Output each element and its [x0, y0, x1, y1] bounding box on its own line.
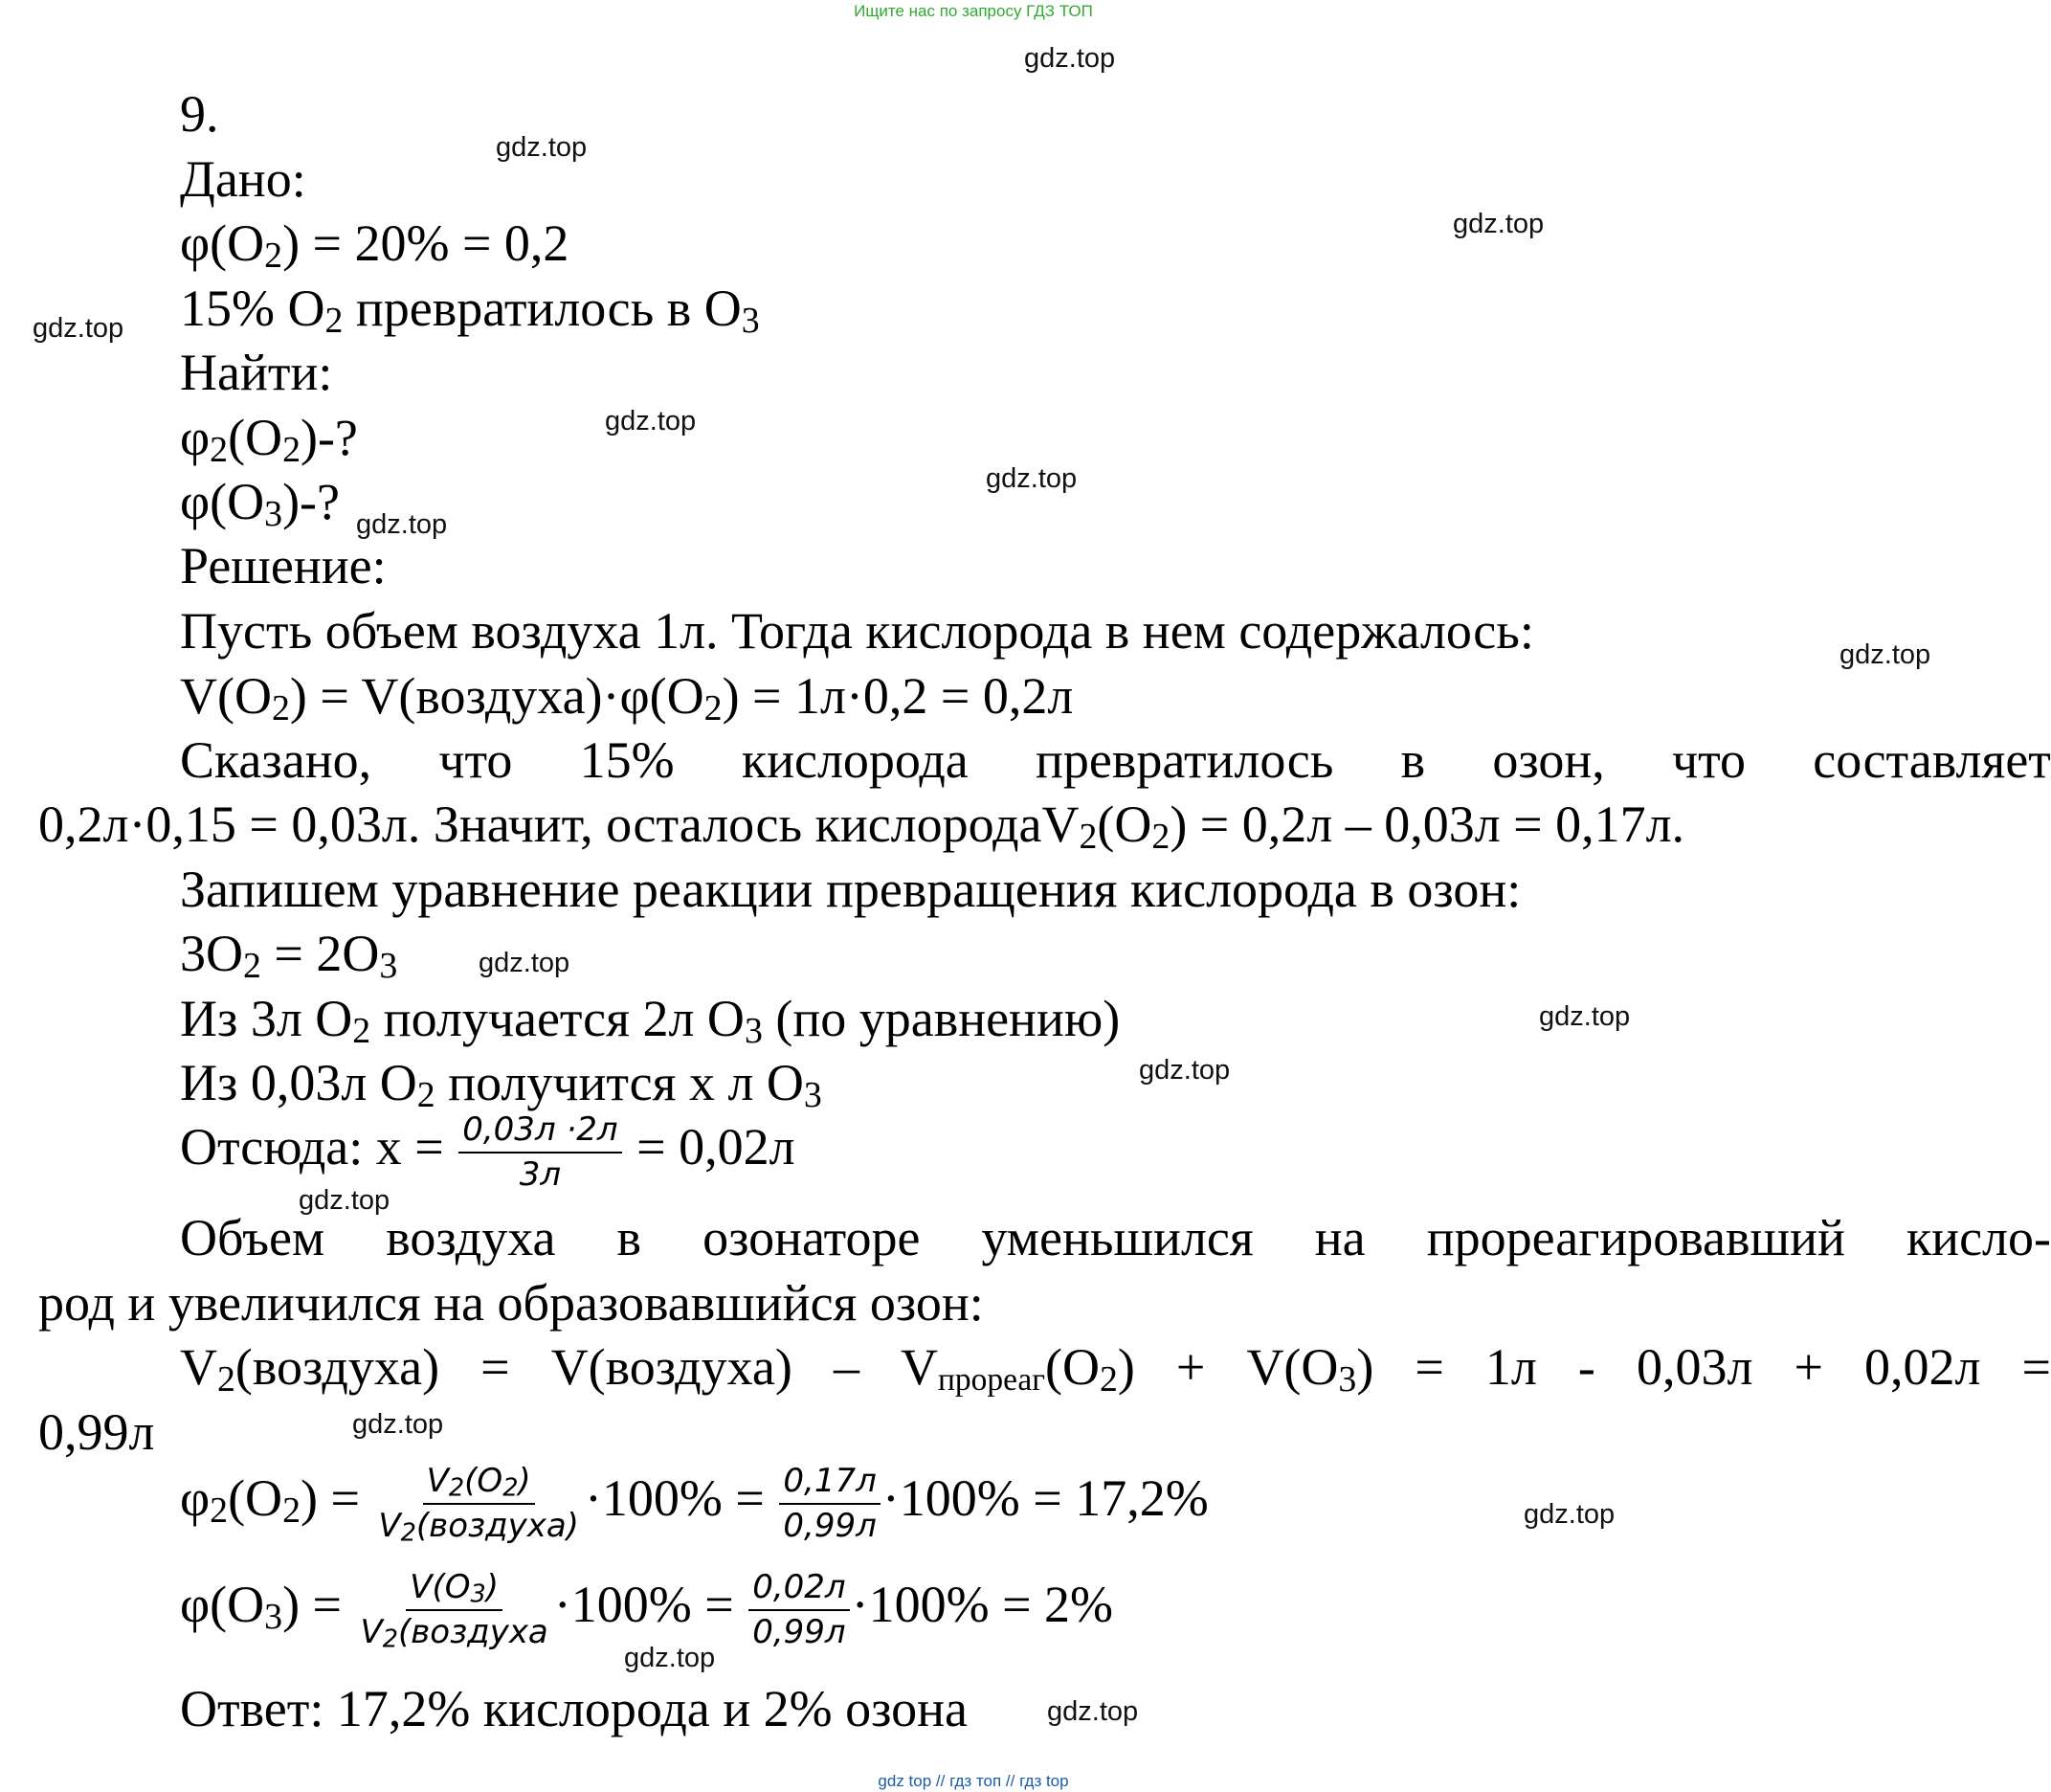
- watermark: gdz.top: [605, 406, 697, 437]
- fraction: $\frac{V(O_3)}{V_2(воздуха}$: [360, 1568, 548, 1654]
- solution-label: Решение:: [180, 537, 387, 594]
- find-ozone: $\varphi(O_3)-$?: [180, 473, 340, 534]
- watermark: gdz.top: [1139, 1055, 1231, 1086]
- footer-links[interactable]: gdz top // гдз топ // гдз top: [878, 1772, 1069, 1790]
- watermark: gdz.top: [299, 1185, 390, 1216]
- conversion-paragraph-line2: 0,2л·0,15 = 0,03л. Значит, осталось $кислородаV_2(O_2) = 0,2л - 0,03л = 0,17л$.: [38, 795, 1685, 857]
- watermark: gdz.top: [624, 1643, 716, 1673]
- air-volume-line1: $V_2(воздуха)$ = V(воздуха) – $V_{прореаг}(O_2)$ + $V(O_3)$ = 1л - 0,03л + 0,02л =: [180, 1338, 2051, 1400]
- find-label: Найти:: [180, 344, 333, 401]
- proportion-line1: Из 3л $O_2$ получается 2л $O_3$ (по уравнению): [180, 990, 1121, 1051]
- watermark: gdz.top: [496, 132, 588, 163]
- watermark: gdz.top: [1024, 43, 1116, 74]
- ozone-fraction-formula: $\varphi(O_3)$ = $\frac{V(O_3)}{V_2(воздуха}$ ·100% = $\frac{0,02л}{0,99л}$ ·100% = 2%: [180, 1568, 1114, 1654]
- fraction: $\frac{V_2(O_2)}{V_2(воздуха)}$: [378, 1462, 579, 1548]
- header-search-hint[interactable]: Ищите нас по запросу ГДЗ ТОП: [854, 2, 1093, 20]
- solution-intro: Пусть объем воздуха 1л. Тогда кислорода в нем содержалось:: [180, 602, 1534, 660]
- volume-paragraph-line1: Объем воздуха в озонаторе уменьшился на прореагировавший кисло-: [180, 1209, 2051, 1266]
- watermark: gdz.top: [1524, 1499, 1616, 1530]
- reaction-intro: Запишем уравнение реакции превращения кислорода в озон:: [180, 861, 1522, 918]
- given-oxygen-fraction: $\varphi(O_2) = 20\% = 0,2$: [180, 214, 569, 276]
- fraction: $\frac{0,17л}{0,99л}$: [779, 1462, 880, 1546]
- watermark: gdz.top: [986, 463, 1078, 494]
- fraction: $\frac{0,02л}{0,99л}$: [748, 1568, 849, 1652]
- ozone-calculation: Отсюда: x = $\frac{0,03л \cdot 2л}{3л}$ = 0,02л: [180, 1110, 795, 1194]
- proportion-line2: Из 0,03л $O_2$ получится х л $O_3$: [180, 1054, 822, 1115]
- watermark: gdz.top: [1839, 639, 1931, 670]
- watermark: gdz.top: [356, 509, 448, 540]
- problem-number: 9.: [180, 85, 219, 143]
- given-label: Дано:: [180, 150, 306, 208]
- volume-paragraph-line2: род и увеличился на образовавшийся озон:: [38, 1274, 984, 1332]
- given-conversion: 15% $O_2$ превратилось в $O_3$: [180, 280, 760, 341]
- reaction-equation: $3O_2 = 2O_3$: [180, 925, 398, 986]
- watermark: gdz.top: [1539, 1001, 1631, 1032]
- watermark: gdz.top: [352, 1409, 444, 1440]
- answer: Ответ: 17,2% кислорода и 2% озона: [180, 1680, 969, 1737]
- watermark: gdz.top: [1453, 209, 1545, 239]
- watermark: gdz.top: [1047, 1696, 1139, 1727]
- oxygen-fraction-formula: $\varphi_2(O_2)$ = $\frac{V_2(O_2)}{V_2(воздуха)}$ ·100% = $\frac{0,17л}{0,99л}$ ·100% = 17,2%: [180, 1462, 1209, 1548]
- watermark: gdz.top: [33, 313, 124, 344]
- watermark: gdz.top: [479, 948, 570, 978]
- conversion-paragraph-line1: Сказано, что 15% кислорода превратилось в озон, что составляет: [180, 731, 2051, 789]
- air-volume-line2: 0,99л: [38, 1403, 155, 1461]
- find-oxygen: $\varphi_2(O_2)-$?: [180, 409, 358, 470]
- fraction: $\frac{0,03л \cdot 2л}{3л}$: [458, 1110, 621, 1195]
- oxygen-volume: $V(O_2)$ = $V(воздуха)\cdot\varphi(O_2) = 1л\cdot 0,2 = 0,2л$: [180, 667, 1074, 728]
